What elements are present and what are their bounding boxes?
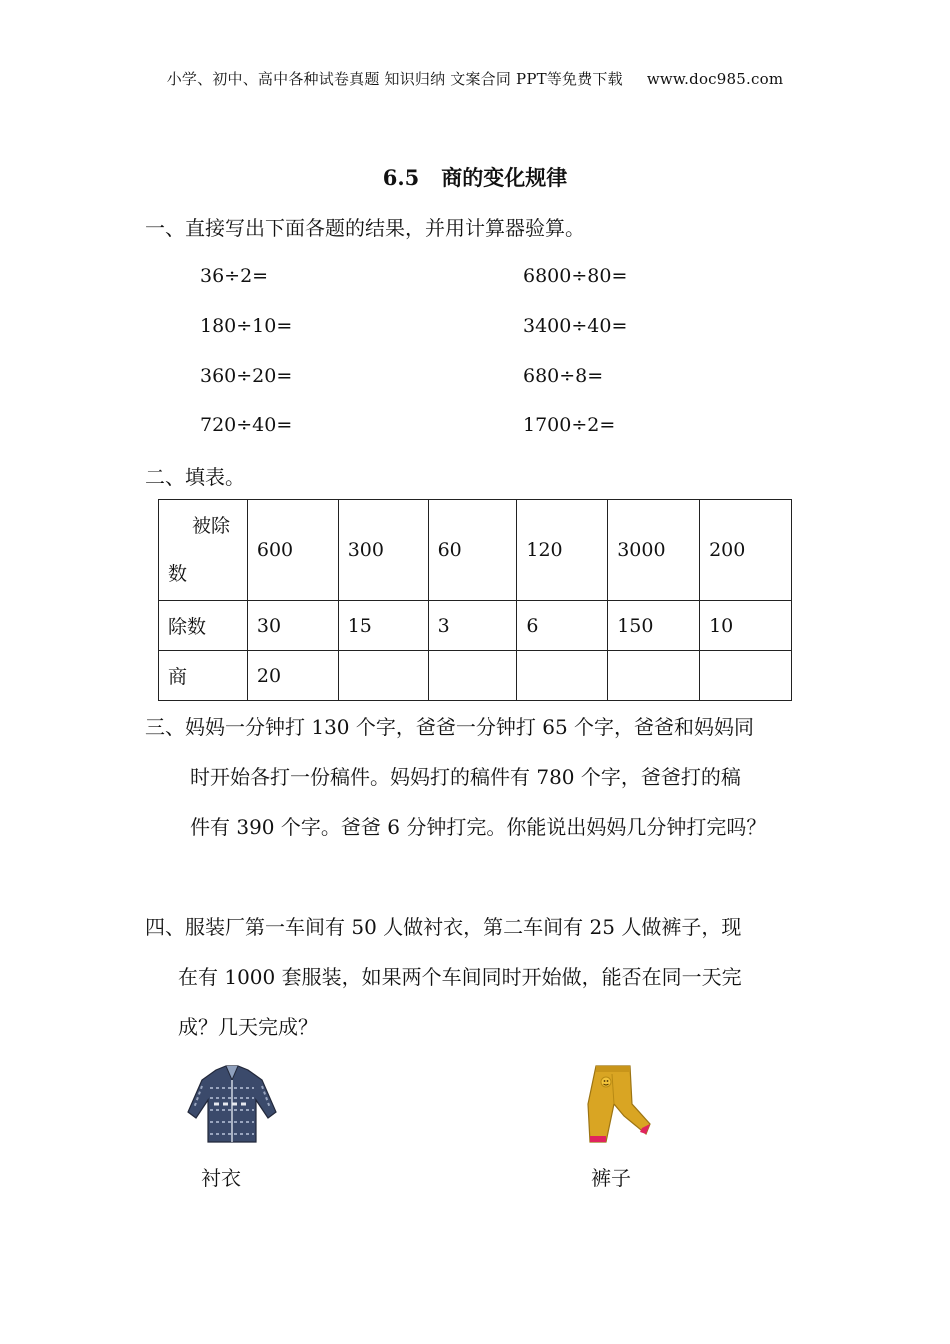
- answer-cell[interactable]: [608, 651, 700, 701]
- table-row: [159, 601, 792, 651]
- answer-cell[interactable]: [428, 651, 517, 701]
- table-cell: 10: [700, 601, 792, 651]
- calc-item: 6800÷80=: [523, 265, 628, 287]
- table-cell: 120: [517, 500, 608, 601]
- title-text: 商的变化规律: [441, 165, 568, 190]
- calc-item: 680÷8=: [523, 365, 604, 387]
- question-4-line: 在有 1000 套服装，如果两个车间同时开始做，能否在同一天完: [178, 965, 742, 989]
- calc-item: 720÷40=: [200, 414, 293, 436]
- table-cell: 600: [247, 500, 338, 601]
- title-number: 6.5: [382, 165, 420, 190]
- row-header-divisor: 除数: [159, 601, 248, 651]
- table-cell: 6: [517, 601, 608, 651]
- calc-item: 3400÷40=: [523, 315, 628, 337]
- question-4-line: 成？几天完成？: [178, 1015, 318, 1039]
- row-header-part: 被除: [192, 515, 231, 537]
- row-header-quotient: 商: [159, 651, 248, 701]
- calc-item: 360÷20=: [200, 365, 293, 387]
- row-header-dividend: [159, 500, 248, 601]
- question-3-line: 件有 390 个字。爸爸 6 分钟打完。你能说出妈妈几分钟打完吗？: [190, 815, 767, 839]
- calc-item: 180÷10=: [200, 315, 293, 337]
- answer-cell[interactable]: [700, 651, 792, 701]
- fill-table: [158, 499, 792, 701]
- pants-caption: 裤子: [591, 1166, 631, 1190]
- table-cell: 20: [247, 651, 338, 701]
- question-1-label: 一、直接写出下面各题的结果，并用计算器验算。: [145, 216, 585, 240]
- table-cell: 150: [608, 601, 700, 651]
- table-cell: 3: [428, 601, 517, 651]
- calc-item: 36÷2=: [200, 265, 269, 287]
- page-header: [0, 68, 950, 89]
- table-cell: 15: [338, 601, 428, 651]
- question-3-line: 时开始各打一份稿件。妈妈打的稿件有 780 个字，爸爸打的稿: [190, 765, 741, 789]
- answer-cell[interactable]: [338, 651, 428, 701]
- table-cell: 200: [700, 500, 792, 601]
- table-cell: 60: [428, 500, 517, 601]
- row-header-part: 数: [168, 563, 188, 585]
- question-2-label: 二、填表。: [145, 465, 245, 489]
- header-text: 小学、初中、高中各种试卷真题 知识归纳 文案合同 PPT等免费下载: [166, 70, 623, 88]
- shirt-image: [186, 1064, 278, 1144]
- question-4: [145, 902, 815, 1052]
- table-cell: 300: [338, 500, 428, 601]
- calc-item: 1700÷2=: [523, 414, 616, 436]
- question-3: [145, 702, 815, 852]
- answer-cell[interactable]: [517, 651, 608, 701]
- header-site[interactable]: www.doc985.com: [646, 70, 784, 88]
- table-cell: 30: [247, 601, 338, 651]
- question-3-line: 三、妈妈一分钟打 130 个字，爸爸一分钟打 65 个字，爸爸和妈妈同: [145, 715, 755, 739]
- table-row: [159, 651, 792, 701]
- shirt-caption: 衬衣: [201, 1166, 241, 1190]
- table-cell: 3000: [608, 500, 700, 601]
- page-title: [0, 162, 950, 192]
- table-row: [159, 500, 792, 601]
- question-4-line: 四、服装厂第一车间有 50 人做衬衣，第二车间有 25 人做裤子，现: [145, 915, 742, 939]
- pants-image: [584, 1064, 654, 1144]
